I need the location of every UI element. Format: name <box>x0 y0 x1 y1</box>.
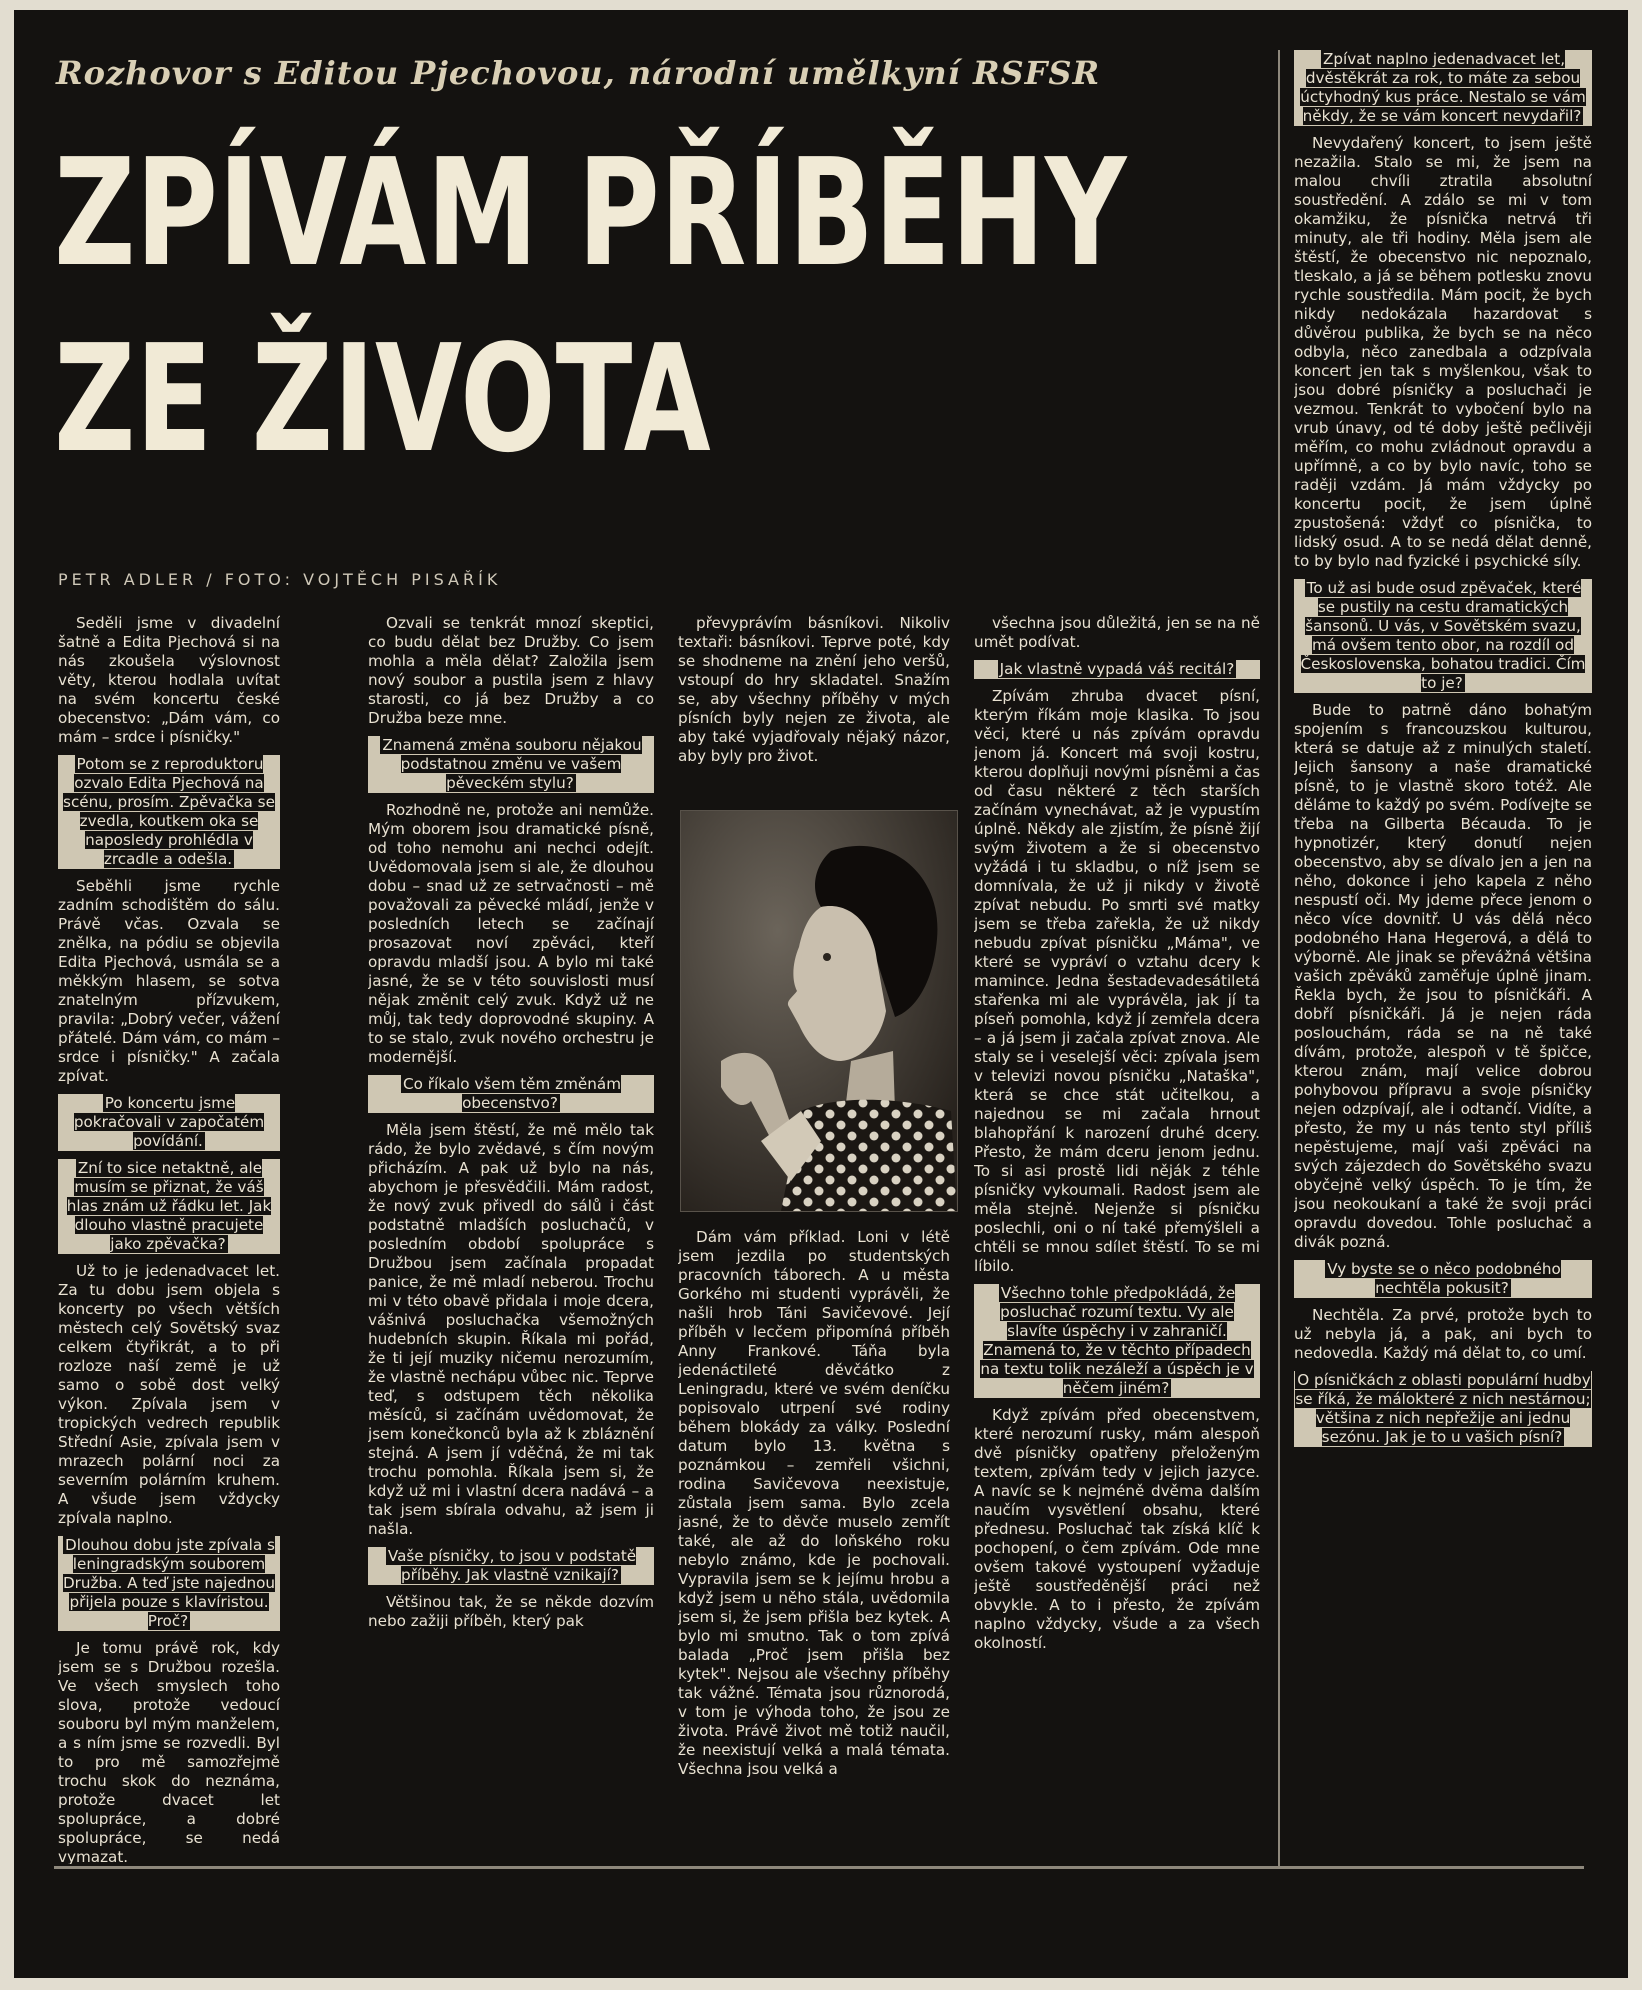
interview-question <box>368 736 654 793</box>
article-headline <box>54 120 1126 492</box>
answer-paragraph: Už to je jedenadvacet let. Za tu dobu jsem objela s koncerty po všech větších městech celý Sovětský svaz celkem čtyřikrát, a to při rozloze naší země je už samo o sobě dost velký výkon. Zpívala jsem v tropických vedrech republik Střední Asie, zpívala jsem v mrazech polární noci za severním polárním kruhem. A všude jsem vždycky zpívala naplno. <box>58 1262 280 1527</box>
interview-question <box>368 1075 654 1113</box>
answer-paragraph: Většinou tak, že se někde dozvím nebo zažiji příběh, který pak <box>368 1593 654 1630</box>
interview-question <box>58 755 280 869</box>
interview-question <box>58 1094 280 1151</box>
interview-question <box>1294 50 1592 126</box>
column-divider <box>1278 50 1280 1866</box>
question-text: Po koncertu jsme pokračovali v započatém povídání. <box>73 1094 265 1150</box>
text-column-4 <box>974 614 1260 1864</box>
interview-question <box>368 1547 654 1585</box>
answer-paragraph: Nevydařený koncert, to jsem ještě nezažila. Stalo se mi, že jsem na malou chvíli ztratila absolutní soustředění. A zdálo se mi v tom okamžiku, že písnička netrvá tři minuty, ale tři hodiny. Měla jsem ale štěstí, že obecenstvo nic nepoznalo, tleskalo, a já se během potlesku znovu rychle soustředila. Mám pocit, že bych nikdy nedokázala hazardovat s důvěrou publika, že bych se na něco odbyla, něco zanedbala a odzpívala koncert jen tak s myšlenkou, však to jsou dobré písničky a posluchači je vezmou. Tenkrát to vybočení bylo na vrub únavy, od té doby ještě pečlivěji měřím, co mohu zvládnout opravdu a upřímně, a co by bylo navíc, toho se raději vzdám. Já mám vždycky po koncertu pocit, že jsem úplně zpustošená: vždyť co písnička, to lidský osud. A to se nedá dělat denně, to by bylo nad fyzické i psychické síly. <box>1294 134 1592 570</box>
interview-question <box>58 1159 280 1254</box>
question-text: Znamená změna souboru nějakou podstatnou změnu ve vašem pěveckém stylu? <box>382 736 642 792</box>
question-text: Vaše písničky, to jsou v podstatě příběhy. Jak vlastně vznikají? <box>387 1547 637 1584</box>
answer-paragraph: Dám vám příklad. Loni v létě jsem jezdila po studentských pracovních táborech. A u města Gorkého mi studenti vyprávěli, že našli hrob Táni Savičevové. Její příběh v lecčem připomíná příběh Anny Frankové. Táňa byla jedenáctileté děvčátko z Leningradu, které ve svém deníčku popisovalo utrpení své rodiny během blokády za války. Poslední datum bylo 13. května s poznámkou – zemřeli všichni, rodina Savičevova neexistuje, zůstala jsem sama. Bylo zcela jasné, že to děvče muselo zemřít také, ale až do loňského roku nebylo známo, kde je pochovali. Vypravila jsem se k jejímu hrobu a když jsem u něho stála, uvědomila jsem si, že jsem přišla bez kytek. A bylo mi smutno. Tak o tom zpívá balada „Proč jsem přišla bez kytek". Nejsou ale všechny příběhy tak vážné. Témata jsou různorodá, v tom je výhoda toho, že jsou ze života. Právě život mě totiž naučil, že neexistují velká a malá témata. Všechna jsou velká a <box>678 1228 950 1778</box>
answer-paragraph: převyprávím básníkovi. Nikoliv textaři: básníkovi. Teprve poté, kdy se shodneme na znění jeho veršů, vstoupí do hry skladatel. Snažím se, aby všechny příběhy v mých písních byly nejen ze života, ale aby také vyjadřovaly nějaký názor, aby byly pro život. <box>678 614 950 765</box>
interview-question <box>1294 1371 1592 1447</box>
interview-question <box>58 1536 280 1631</box>
bottom-rule <box>54 1866 1584 1869</box>
answer-paragraph: Seběhli jsme rychle zadním schodištěm do sálu. Právě včas. Ozvala se znělka, na pódiu se objevila Edita Pjechová, usmála se a měkkým hlasem, se sotva znatelným přízvukem, pravila: „Dobrý večer, vážení přátelé. Dám vám, co mám – srdce i písničky." A začala zpívat. <box>58 877 280 1085</box>
answer-paragraph: Nechtěla. Za prvé, protože bych to už nebyla já, a pak, ani bych to nedovedla. Každý má dělat to, co umí. <box>1294 1306 1592 1362</box>
answer-paragraph: Bude to patrně dáno bohatým spojením s francouzskou kulturou, která se datuje až z minulých staletí. Jejich šansony a naše dramatické písně, to je vlastně skoro totéž. Ale děláme to každý po svém. Podívejte se třeba na Gilberta Bécauda. To je hypnotizér, který donutí nejen obecenstvo, aby se dívalo jen a jen na něho, dokonce i jeho kapela z něho nespustí oči. My jdeme přece jenom o něco více dovnitř. U vás dělá něco podobného Hana Hegerová, a dělá to výborně. Ale jinak se převážná většina vašich zpěváků zaměřuje úplně jinam. Řekla bych, že jsou to písničkáři. A dobří písničkáři. Já je nejen ráda poslouchám, ráda se na ně také dívám, protože, alespoň v tě špičce, kterou znám, mají velice dobrou pohybovou přípravu a svoje písničky nejen odzpívají, ale i odtančí. Vidíte, a přesto, že my u nás tento styl příliš nepěstujeme, mají vaši zpěváci na svých zájezdech do Sovětského svazu obyčejně velký úspěch. To je tím, že jsou neokoukaní a také že svoji práci opravdu dovedou. Tohle posluchač a divák pozná. <box>1294 701 1592 1251</box>
interview-question <box>974 660 1260 679</box>
question-text: Vy byste se o něco podobného nechtěla pokusit? <box>1327 1260 1561 1297</box>
answer-paragraph: Zpívám zhruba dvacet písní, kterým říkám moje klasika. To jsou věci, které u nás zpívám opravdu jenom já. Koncert má svoji kostru, kterou doplňuji novými písněmi a čas od času některé z těch starších začínám vynechávat, až je vypustím úplně. Někdy ale zjistím, že písně žijí svým životem a že si obecenstvo vyžádá i tu skladbu, o níž jsem se domnívala, že už ji nikdy v životě zpívat nebudu. Po smrti své matky jsem se třeba zařekla, že už nikdy nebudu zpívat písničku „Máma", ve které se vypráví o vztahu dcery k mamince. Jedna šestadevadesátiletá stařenka mi ale vyprávěla, jak jí ta píseň pomohla, když jí zemřela dcera – a já jsem ji začala zpívat znova. Ale staly se i veselejší věci: zpívala jsem v televizi novou písničku „Nataška", která se chce stát učitelkou, a najednou se mi začala hrnout blahopřání k narození druhé dcery. Přesto, že mám dceru jenom jednu. To si asi prostě lidi něják z téhle písničky vykoumali. Radost jsem ale měla stejně. Nejenže si písničku poslechli, oni o ní také přemýšleli a chtěli se mnou sdílet štěstí. To se mi líbilo. <box>974 687 1260 1275</box>
answer-paragraph: Měla jsem štěstí, že mě mělo tak rádo, že bylo zvědavé, s čím novým přicházím. A pak už bylo na nás, abychom je přesvědčili. Mám radost, že nový zvuk přivedl do sálů i část podstatně mladších posluchačů, v posledním období spolupráce s Družbou jsem začínala propadat panice, že mě mladí neberou. Trochu mi v této obavě přidala i moje dcera, vášnivá posluchačka všemožných hudebních skupin. Říkala mi pořád, že ti její muziky ničemu nerozumím, že vlastně nechápu vůbec nic. Teprve teď, s odstupem těch několika měsíců, si začínám uvědomovat, že jsem konečkonců byla až k zbláznění stejná. A jsem jí vděčná, že mi tak trochu pomohla. Říkala jsem si, že když už mi i vlastní dcera nadává – a tak jsem sbírala odvahu, až jsem ji našla. <box>368 1121 654 1538</box>
interview-question <box>1294 1260 1592 1298</box>
question-text: Zní to sice netaktně, ale musím se přiznat, že váš hlas znám už řádku let. Jak dlouho vlastně pracujete jako zpěvačka? <box>66 1159 272 1253</box>
question-text: Potom se z reproduktoru ozvalo Edita Pjechová na scénu, prosím. Zpěvačka se zvedla, koutkem oka se naposledy prohlédla v zrcadle a odešla. <box>63 755 275 868</box>
question-text: To už asi bude osud zpěvaček, které se pustily na cestu dramatických šansonů. U vás, v Sovětském svazu, má ovšem tento obor, na rozdíl od Československa, bohatou tradici. Čím to je? <box>1300 579 1586 692</box>
interview-question <box>1294 579 1592 693</box>
article-byline: PETR ADLER / FOTO: VOJTĚCH PISAŘÍK <box>58 570 502 589</box>
text-column-3-bottom <box>678 1228 950 1864</box>
singer-photo <box>680 810 958 1212</box>
magazine-page <box>14 10 1628 1978</box>
question-text: Zpívat naplno jedenadvacet let, dvěstěkrát za rok, to máte za sebou úctyhodný kus práce. Nestalo se vám někdy, že se vám koncert nevydařil? <box>1300 50 1586 125</box>
article-kicker: Rozhovor s Editou Pjechovou, národní umělkyní RSFSR <box>56 54 1101 92</box>
headline-line-2: ZE ŽIVOTA <box>54 313 711 485</box>
text-column-3-top <box>678 614 950 774</box>
question-text: Všechno tohle předpokládá, že posluchač rozumí textu. Vy ale slavíte úspěchy i v zahraničí. Znamená to, že v těchto případech na textu tolik nezáleží a úspěch je v něčem jiném? <box>980 1284 1254 1397</box>
question-text: Co říkalo všem těm změnám obecenstvo? <box>403 1075 621 1112</box>
answer-paragraph: Ozvali se tenkrát mnozí skeptici, co budu dělat bez Družby. Co jsem mohla a měla dělat? Založila jsem nový soubor a pustila jsem z hlavy starosti, co já bez Družby a co Družba beze mne. <box>368 614 654 727</box>
text-column-2 <box>368 614 654 1864</box>
question-text: O písničkách z oblasti populární hudby se říká, že málokteré z nich nestárnou; většina z nich nepřežije ani jednu sezónu. Jak je to u vašich písní? <box>1295 1371 1591 1446</box>
question-text: Dlouhou dobu jste zpívala s leningradským souborem Družba. A teď jste najednou přijela pouze s klavíristou. Proč? <box>62 1536 276 1630</box>
answer-paragraph: Když zpívám před obecenstvem, které nerozumí rusky, mám alespoň dvě písničky opatřeny přeloženým textem, zpívám tedy v jejich jazyce. A navíc se k nejméně dvěma dalším naučím vysvětlení obsahu, které přednesu. Posluchač tak získá klíč k pochopení, o čem zpívám. Ode mne ovšem takové vystoupení vyžaduje ještě soustředěnější práci než obvykle. A to i přesto, že zpívám naplno vždycky, všude a za všech okolností. <box>974 1406 1260 1652</box>
headline-line-1: ZPÍVÁM PŘÍBĚHY <box>54 127 1127 299</box>
answer-paragraph: Rozhodně ne, protože ani nemůže. Mým oborem jsou dramatické písně, od toho nemohu ani nechci odejít. Uvědomovala jsem si ale, že dlouhou dobu – snad už ze setrvačnosti – mě považovali za pěvecké mládí, jenže v posledních letech se začínají prosazovat noví zpěváci, kteří opravdu mladší jsou. A bylo mi také jasné, že se v této souvislosti musí nějak změnit celý zvuk. Když už ne můj, tak tedy doprovodné skupiny. A to se stalo, zvuk nového orchestru je modernější. <box>368 801 654 1066</box>
answer-paragraph: všechna jsou důležitá, jen se na ně umět podívat. <box>974 614 1260 651</box>
interview-question <box>974 1284 1260 1398</box>
text-column-1 <box>58 614 280 1864</box>
question-text: Jak vlastně vypadá váš recitál? <box>999 660 1235 678</box>
answer-paragraph: Je tomu právě rok, kdy jsem se s Družbou rozešla. Ve všech smyslech toho slova, protože vedoucí souboru byl mým manželem, a s ním jsme se rozvedli. Byl to pro mě samozřejmě trochu skok do neznáma, protože dvacet let spolupráce, a dobré spolupráce, se nedá vymazat. <box>58 1639 280 1864</box>
singer-portrait-image <box>681 811 957 1211</box>
text-column-5 <box>1294 50 1592 1864</box>
answer-paragraph: Seděli jsme v divadelní šatně a Edita Pjechová si na nás zkoušela výslovnost věty, kterou hodlala uvítat na svém koncertu české obecenstvo: „Dám vám, co mám – srdce i písničky." <box>58 614 280 746</box>
